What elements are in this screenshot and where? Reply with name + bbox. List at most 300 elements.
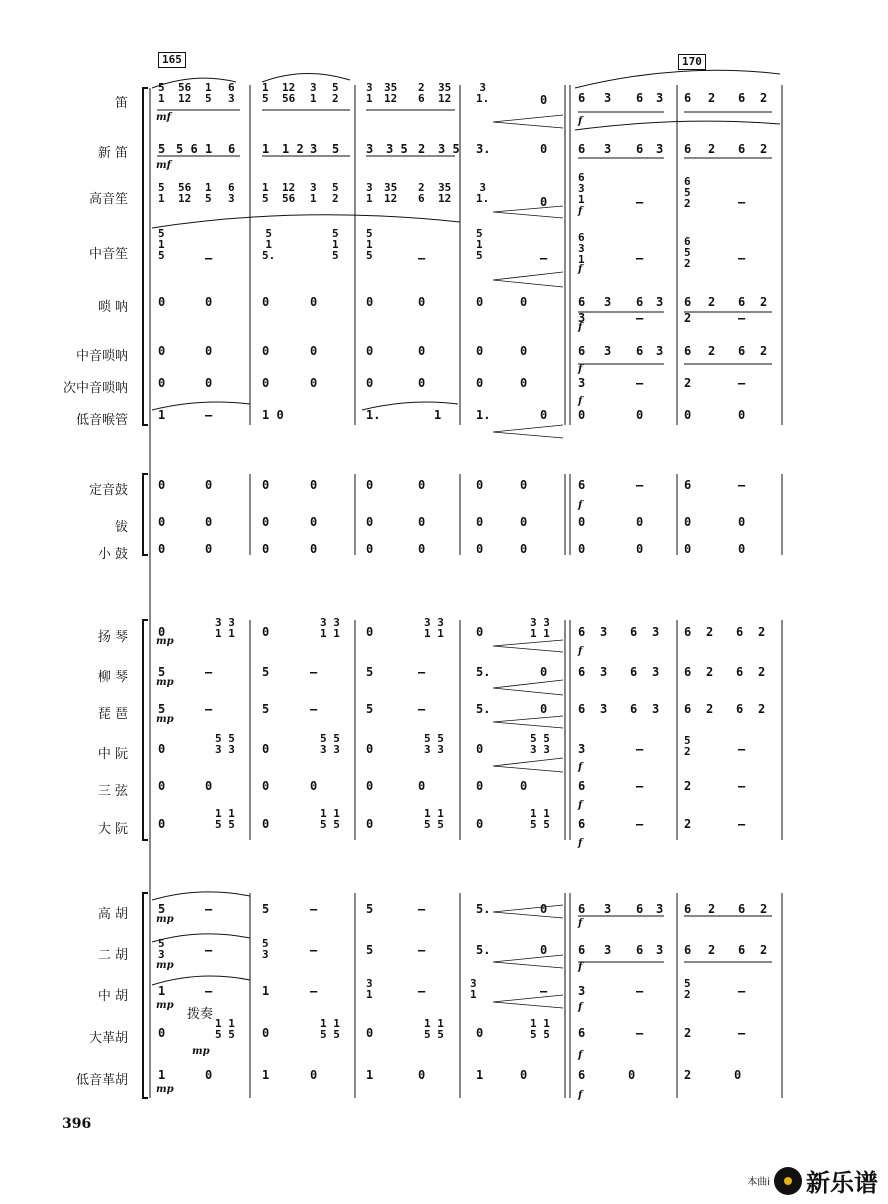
notation-mark: 3 1 (310, 181, 317, 205)
notation-mark: 0 (310, 515, 318, 529)
notation-mark: 1 5 (205, 81, 212, 105)
notation-mark: 6 (630, 625, 638, 639)
notation-mark: 6 3 1 (578, 231, 585, 266)
notation-mark: 0 (578, 408, 586, 422)
notation-mark: 2 (684, 817, 692, 831)
notation-mark: 0 (628, 1068, 636, 1082)
notation-mark: 6 (636, 344, 644, 358)
dynamic-mp: mp (156, 636, 174, 647)
notation-mark: 35 12 (438, 81, 452, 105)
notation-mark: 6 3 1 (578, 171, 585, 206)
dynamic-mp: mp (156, 714, 174, 725)
notation-mark: 6 (578, 702, 586, 716)
notation-mark: – (205, 408, 213, 422)
notation-mark: – (738, 478, 746, 492)
notation-mark: 6 (636, 142, 644, 156)
notation-mark: 3 (604, 344, 612, 358)
notation-mark: 5. (476, 665, 491, 679)
notation-mark: 0 (540, 665, 548, 679)
notation-mark: 5 (262, 702, 270, 716)
notation-mark: – (636, 376, 644, 390)
notation-mark: 3 (366, 142, 374, 156)
notation-mark: 6 (636, 91, 644, 105)
notation-mark: 5 (366, 943, 374, 957)
notation-mark: 0 (158, 542, 166, 556)
notation-mark: 0 (310, 542, 318, 556)
notation-mark: – (738, 817, 746, 831)
notation-mark: – (418, 943, 426, 957)
notation-mark: 2 (418, 142, 426, 156)
notation-mark: 2 (684, 779, 692, 793)
notation-mark: 6 3 (228, 81, 235, 105)
notation-mark: – (310, 984, 318, 998)
notation-mark: 0 (205, 542, 213, 556)
notation-mark: 0 (262, 817, 270, 831)
notation-mark: 0 (366, 515, 374, 529)
notation-mark: 2 (760, 91, 768, 105)
notation-mark: 5 2 (684, 734, 691, 758)
notation-mark: 1 (158, 1068, 166, 1082)
notation-mark: 6 (684, 902, 692, 916)
notation-mark: 12 56 (282, 81, 296, 105)
notation-mark: 0 (366, 817, 374, 831)
notation-mark: 1 (158, 408, 166, 422)
dynamic-f: f (578, 264, 583, 275)
notation-mark: 0 (578, 542, 586, 556)
notation-mark: 6 (578, 344, 586, 358)
notation-mark: 6 (684, 344, 692, 358)
notation-mark: 0 (684, 408, 692, 422)
notation-mark: 6 (684, 943, 692, 957)
label-ding-yin-gu: 定音鼓 (88, 483, 128, 498)
notation-mark: 0 (540, 195, 548, 209)
notation-mark: 0 (262, 779, 270, 793)
notation-mark: – (636, 195, 644, 209)
dynamic-f: f (578, 1002, 583, 1013)
label-di-yin-hou-guan: 低音喉管 (75, 413, 128, 428)
notation-mark: 3 (310, 142, 318, 156)
notation-mark: 3 1 (310, 81, 317, 105)
notation-mark: 6 (684, 91, 692, 105)
notation-mark: 0 (418, 542, 426, 556)
notation-mark: 6 (736, 665, 744, 679)
dynamic-mf: mf (156, 112, 171, 123)
notation-mark: 0 (158, 742, 166, 756)
notation-mark: 5 (262, 902, 270, 916)
notation-mark: 3 (604, 142, 612, 156)
notation-mark: 5 (366, 702, 374, 716)
notation-mark: – (205, 943, 213, 957)
notation-mark: 6 5 2 (684, 235, 691, 270)
notation-mark: 2 (760, 142, 768, 156)
notation-mark: 0 (520, 515, 528, 529)
notation-mark: 5 (158, 702, 166, 716)
notation-mark: 5 3 (158, 937, 165, 961)
notation-mark: 5 1 (158, 181, 165, 205)
notation-mark: 0 (262, 295, 270, 309)
pizzicato-annotation: 拨奏 (186, 1007, 213, 1022)
notation-mark: 3 (652, 625, 660, 639)
notation-mark: 0 (418, 344, 426, 358)
notation-mark: 1 1 5 5 (320, 1017, 340, 1041)
notation-mark: 6 (684, 625, 692, 639)
dynamic-f: f (578, 364, 583, 375)
notation-mark: 0 (476, 779, 484, 793)
notation-mark: 3 5 (438, 142, 460, 156)
notation-mark: 3 (604, 943, 612, 957)
notation-mark: – (738, 742, 746, 756)
notation-mark: 0 (418, 478, 426, 492)
notation-mark: 0 (540, 142, 548, 156)
notation-mark: 6 3 (228, 181, 235, 205)
notation-mark: 0 (738, 408, 746, 422)
notation-mark: 1 (476, 1068, 484, 1082)
notation-mark: 6 (578, 1026, 586, 1040)
notation-mark: 5 (158, 902, 166, 916)
notation-mark: 0 (476, 742, 484, 756)
notation-mark: 35 12 (384, 181, 398, 205)
dynamic-mp: mp (156, 914, 174, 925)
notation-mark: 5 6 (176, 142, 198, 156)
notation-mark: – (636, 817, 644, 831)
notation-mark: 6 (738, 91, 746, 105)
notation-mark: 6 (684, 142, 692, 156)
notation-mark: – (310, 943, 318, 957)
notation-mark: 0 (520, 542, 528, 556)
label-liu-qin: 柳 琴 (97, 670, 128, 685)
label-suona: 唢 呐 (97, 300, 128, 315)
notation-mark: 5 5 3 3 (530, 732, 550, 756)
notation-mark: 3 (652, 665, 660, 679)
notation-mark: 0 (734, 1068, 742, 1082)
dynamic-f: f (578, 838, 583, 849)
notation-mark: 1 1 5 5 (424, 1017, 444, 1041)
notation-mark: 0 (158, 376, 166, 390)
notation-mark: 5 (366, 665, 374, 679)
label-da-ruan: 大 阮 (97, 822, 128, 837)
notation-mark: 6 (736, 702, 744, 716)
notation-mark: 0 (262, 515, 270, 529)
notation-mark: 0 (476, 542, 484, 556)
notation-mark: – (540, 984, 548, 998)
notation-mark: 1. (476, 408, 491, 422)
dynamic-f: f (578, 646, 583, 657)
notation-mark: 0 (476, 625, 484, 639)
notation-mark: – (738, 195, 746, 209)
notation-mark: 2 (760, 943, 768, 957)
notation-mark: 1 1 5 5 (530, 1017, 550, 1041)
notation-mark: 3 (656, 943, 664, 957)
notation-mark: 1 (158, 984, 166, 998)
dynamic-f: f (578, 1090, 583, 1101)
notation-mark: 6 (738, 902, 746, 916)
notation-mark: 3 (656, 902, 664, 916)
notation-mark: 0 (540, 702, 548, 716)
notation-mark: 0 (310, 376, 318, 390)
notation-mark: 0 (418, 295, 426, 309)
notation-mark: 6 (578, 779, 586, 793)
notation-mark: 6 (636, 943, 644, 957)
notation-mark: 6 (738, 142, 746, 156)
dynamic-f: f (578, 206, 583, 217)
notation-mark: 2 (708, 344, 716, 358)
notation-mark: 2 (708, 91, 716, 105)
label-zhong-ruan: 中 阮 (97, 747, 128, 762)
notation-mark: 6 5 2 (684, 175, 691, 210)
notation-mark: 1 1 5 5 (215, 1017, 235, 1041)
notation-mark: 3 (578, 984, 586, 998)
notation-mark: 6 (636, 902, 644, 916)
notation-mark: 1 5 (262, 181, 269, 205)
notation-mark: – (205, 702, 213, 716)
notation-mark: 2 (684, 1068, 692, 1082)
notation-mark: – (738, 311, 746, 325)
notation-mark: 2 (684, 1026, 692, 1040)
notation-mark: 1 1 5 5 (530, 807, 550, 831)
dynamic-mp: mp (156, 960, 174, 971)
notation-mark: 0 (262, 625, 270, 639)
notation-mark: 0 (158, 625, 166, 639)
notation-mark: 3 (578, 376, 586, 390)
notation-mark: 6 (578, 817, 586, 831)
notation-mark: 2 (684, 376, 692, 390)
notation-mark: 2 (708, 295, 716, 309)
dynamic-f: f (578, 322, 583, 333)
dynamic-f: f (578, 396, 583, 407)
label-zhong-hu: 中 胡 (97, 989, 128, 1004)
notation-mark: 0 (520, 478, 528, 492)
notation-mark: – (418, 902, 426, 916)
notation-mark: 3 (600, 625, 608, 639)
notation-mark: 5 (366, 902, 374, 916)
notation-mark: 35 12 (438, 181, 452, 205)
notation-mark: – (636, 1026, 644, 1040)
notation-mark: 0 (476, 817, 484, 831)
notation-mark: 0 (418, 1068, 426, 1082)
notation-mark: – (418, 251, 426, 265)
notation-mark: 3 (604, 295, 612, 309)
notation-mark: 3 5 (386, 142, 408, 156)
label-gao-hu: 高 胡 (97, 907, 128, 922)
footer-small-text: 本曲i (747, 1177, 770, 1188)
notation-mark: 3 1. (476, 181, 490, 205)
notation-mark: 5 2 (684, 977, 691, 1001)
notation-mark: 3 3 1 1 (530, 616, 550, 640)
notation-mark: 3 1 (366, 977, 373, 1001)
notation-mark: 6 (578, 665, 586, 679)
notation-mark: 5 3 (262, 937, 269, 961)
notation-mark: 2 (708, 943, 716, 957)
notation-mark: – (205, 984, 213, 998)
notation-mark: 0 (418, 376, 426, 390)
notation-mark: 0 (205, 1068, 213, 1082)
dynamic-mp: mp (156, 1000, 174, 1011)
notation-mark: 3. (476, 142, 491, 156)
notation-mark: 56 12 (178, 81, 192, 105)
notation-mark: 0 (738, 542, 746, 556)
dynamic-f: f (578, 500, 583, 511)
label-da-ge-hu: 大革胡 (88, 1031, 128, 1046)
notation-mark: 0 (205, 295, 213, 309)
notation-mark: 3 (656, 91, 664, 105)
notation-mark: 1 (366, 1068, 374, 1082)
notation-mark: 2 6 (418, 81, 425, 105)
notation-mark: 3 3 1 1 (424, 616, 444, 640)
notation-mark: 0 (476, 376, 484, 390)
notation-mark: 3 (656, 142, 664, 156)
notation-mark: 2 (760, 902, 768, 916)
notation-mark: – (310, 702, 318, 716)
notation-mark: 0 (738, 515, 746, 529)
notation-mark: 0 (262, 376, 270, 390)
notation-mark: 2 (758, 702, 766, 716)
notation-mark: 56 12 (178, 181, 192, 205)
page-number: 396 (62, 1116, 92, 1132)
notation-mark: 0 (578, 515, 586, 529)
notation-mark: 0 (366, 376, 374, 390)
notation-mark: 6 (738, 344, 746, 358)
notation-mark: 0 (262, 478, 270, 492)
label-ci-zhong-yin-suona: 次中音唢呐 (62, 381, 128, 396)
notation-mark: 5 1 5 (476, 227, 483, 262)
notation-mark: 1 (434, 408, 442, 422)
notation-mark: 3 1. (476, 81, 490, 105)
notation-mark: 6 (736, 625, 744, 639)
notation-mark: 0 (158, 779, 166, 793)
notation-mark: 0 (520, 295, 528, 309)
notation-mark: 5 (158, 665, 166, 679)
notation-mark: – (738, 1026, 746, 1040)
notation-mark: – (636, 779, 644, 793)
label-yang-qin: 扬 琴 (97, 630, 128, 645)
notation-mark: 2 (708, 902, 716, 916)
notation-mark: – (636, 984, 644, 998)
notation-mark: – (418, 984, 426, 998)
notation-mark: 0 (636, 542, 644, 556)
notation-mark: 6 (738, 943, 746, 957)
notation-mark: 6 (630, 702, 638, 716)
notation-mark: 3 (656, 295, 664, 309)
notation-mark: 6 (578, 902, 586, 916)
notation-mark: 0 (366, 344, 374, 358)
notation-mark: 0 (205, 515, 213, 529)
notation-mark: 5 2 (332, 81, 339, 105)
notation-mark: 2 (758, 665, 766, 679)
notation-mark: 6 (578, 478, 586, 492)
label-bo: 钹 (114, 520, 128, 535)
notation-mark: 0 (158, 478, 166, 492)
notation-mark: 0 (158, 817, 166, 831)
notation-mark: 3 3 1 1 (320, 616, 340, 640)
notation-mark: 0 (636, 408, 644, 422)
notation-mark: 6 (738, 295, 746, 309)
notation-mark: 5. (476, 943, 491, 957)
notation-mark: 5 5 3 3 (215, 732, 235, 756)
notation-mark: – (310, 665, 318, 679)
notation-mark: 0 (262, 542, 270, 556)
notation-mark: – (310, 902, 318, 916)
notation-mark: 0 (540, 902, 548, 916)
notation-mark: 1. (366, 408, 381, 422)
notation-mark: 3 1 (366, 181, 373, 205)
notation-mark: 0 (205, 478, 213, 492)
notation-mark: – (418, 665, 426, 679)
notation-mark: 3 1 (470, 977, 477, 1001)
notation-mark: – (738, 984, 746, 998)
notation-mark: 35 12 (384, 81, 398, 105)
notation-mark: 0 (540, 408, 548, 422)
notation-mark: 6 (684, 702, 692, 716)
dynamic-mp: mp (156, 1084, 174, 1095)
notation-mark: 0 (520, 779, 528, 793)
notation-mark: 0 (366, 478, 374, 492)
notation-mark: 1 5 (262, 81, 269, 105)
dynamic-mf: mf (156, 160, 171, 171)
notation-mark: 5 1 5. (262, 227, 276, 262)
notation-mark: 0 (476, 344, 484, 358)
notation-mark: 12 56 (282, 181, 296, 205)
notation-mark: 0 (366, 1026, 374, 1040)
notation-mark: 5 (262, 665, 270, 679)
notation-mark: 0 (684, 542, 692, 556)
notation-mark: 1 (262, 142, 270, 156)
notation-mark: 1 1 5 5 (215, 807, 235, 831)
notation-mark: 3 (578, 311, 586, 325)
dynamic-f: f (578, 1050, 583, 1061)
notation-mark: 1 (262, 1068, 270, 1082)
label-er-hu: 二 胡 (97, 948, 128, 963)
notation-mark: 0 (418, 779, 426, 793)
notation-mark: 0 (158, 515, 166, 529)
notation-mark: 5 5 3 3 (320, 732, 340, 756)
label-xiao-gu: 小 鼓 (97, 547, 128, 562)
notation-mark: 0 (520, 1068, 528, 1082)
notation-mark: – (205, 902, 213, 916)
notation-mark: 5 (332, 142, 340, 156)
notation-mark: 0 (636, 515, 644, 529)
notation-mark: 3 (652, 702, 660, 716)
notation-mark: 6 (578, 943, 586, 957)
notation-mark: 0 (366, 742, 374, 756)
notation-mark: 3 (604, 91, 612, 105)
notation-mark: 0 (366, 295, 374, 309)
notation-mark: 6 (630, 665, 638, 679)
notation-mark: 5 1 (158, 81, 165, 105)
notation-mark: 6 (636, 295, 644, 309)
notation-mark: 3 3 1 1 (215, 616, 235, 640)
label-pipa: 琵 琶 (97, 707, 128, 722)
notation-mark: – (205, 251, 213, 265)
notation-mark: 5 1 5 (332, 227, 339, 262)
dynamic-f: f (578, 762, 583, 773)
notation-mark: – (205, 665, 213, 679)
notation-mark: 0 (366, 625, 374, 639)
notation-mark: 5 2 (332, 181, 339, 205)
notation-mark: 2 (758, 625, 766, 639)
notation-mark: 2 (708, 142, 716, 156)
dynamic-mp: mp (156, 677, 174, 688)
dynamic-f: f (578, 800, 583, 811)
dynamic-f: f (578, 116, 583, 127)
label-zhong-yin-sheng: 中音笙 (88, 247, 128, 262)
notation-mark: 0 (205, 376, 213, 390)
notation-mark: 1 5 (205, 181, 212, 205)
notation-mark: – (636, 478, 644, 492)
label-di-yin-ge-hu: 低音革胡 (75, 1073, 128, 1088)
notation-mark: 0 (520, 344, 528, 358)
notation-mark: 6 (578, 142, 586, 156)
notation-mark: 0 (262, 1026, 270, 1040)
